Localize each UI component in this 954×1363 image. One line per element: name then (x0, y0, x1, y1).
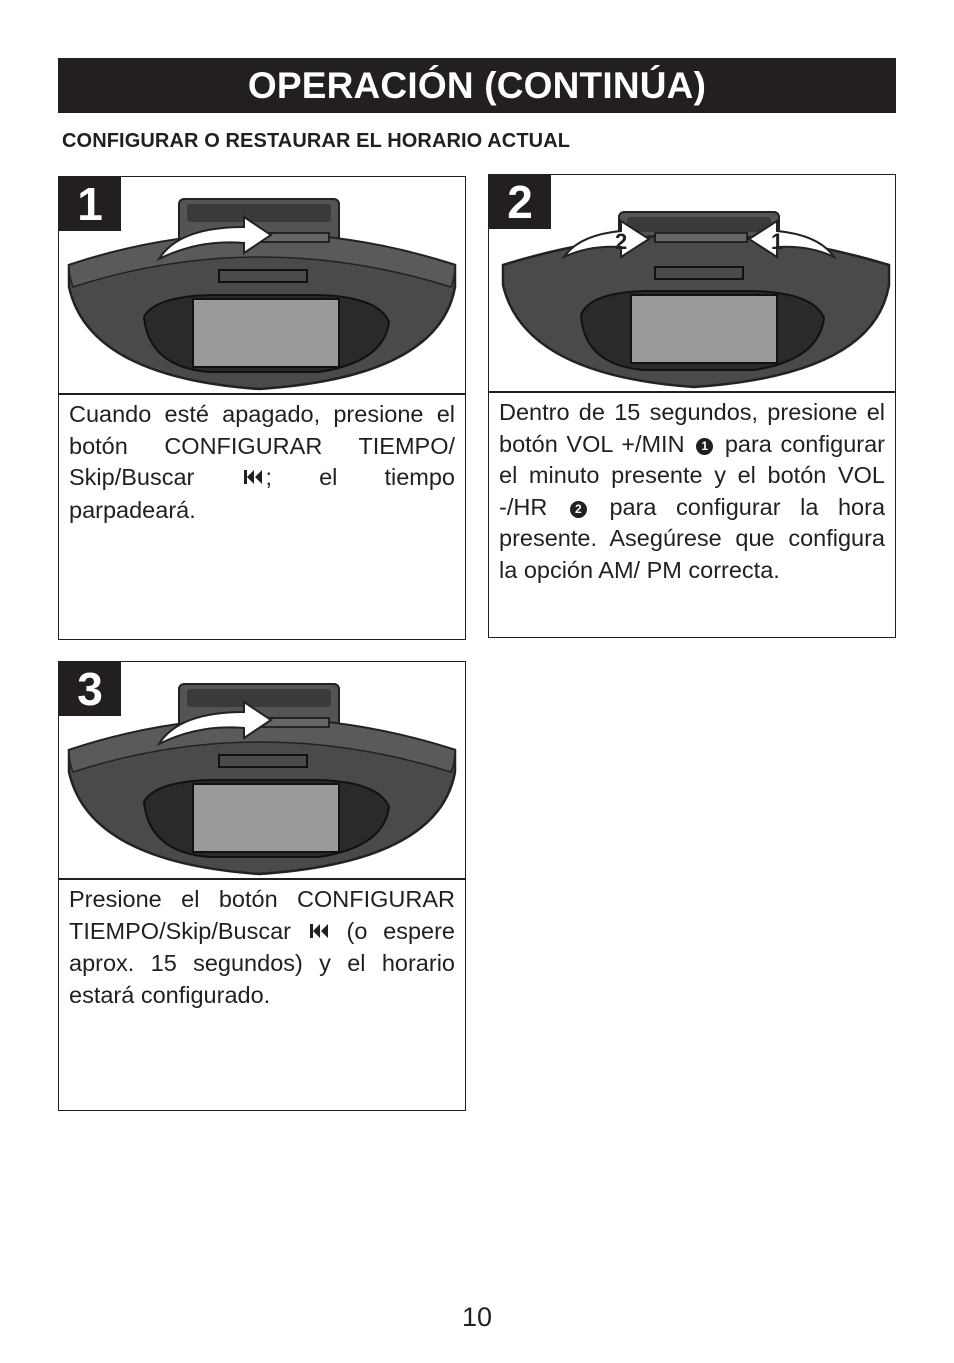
step-number-badge: 3 (59, 662, 121, 716)
skip-back-icon (243, 463, 263, 495)
clock-radio-device (69, 199, 455, 389)
step-1-instructions: Cuando esté apagado, presione el botón CONFIGURAR TIEMPO/ Skip/Buscar ; el tiempo parpadeará. (69, 401, 456, 523)
page-title-text: OPERACIÓN (CONTINÚA) (247, 64, 707, 106)
step-2-instructions: Dentro de 15 segundos, presione el botón VOL +/MIN 1 para configurar el minuto presente y el botón VOL -/HR 2 para configurar la hora presente. Asegúrese que configura la opción AM/ PM correcta. (499, 399, 886, 583)
skip-back-icon (309, 917, 329, 949)
marker-1-icon: 1 (696, 438, 713, 455)
clock-radio-device (69, 684, 455, 874)
step-1-panel (58, 176, 466, 640)
step-3-panel (58, 661, 466, 1111)
step-3-instructions: Presione el botón CONFIGURAR TIEMPO/Skip/Buscar (o espere aprox. 15 segundos) y el horario estará configurado. (69, 886, 455, 1008)
section-heading: CONFIGURAR O RESTAURAR EL HORARIO ACTUAL (62, 130, 571, 152)
page-title (58, 58, 896, 113)
marker-2-icon: 2 (570, 501, 587, 518)
arrow-label-left: 2 (615, 229, 628, 254)
step-number-badge: 2 (489, 175, 551, 229)
page-number: 10 (461, 1302, 493, 1332)
arrow-label-right: 1 (771, 229, 784, 254)
step-number-badge: 1 (59, 177, 121, 231)
clock-radio-device (503, 212, 889, 387)
step-2-panel (488, 174, 896, 638)
